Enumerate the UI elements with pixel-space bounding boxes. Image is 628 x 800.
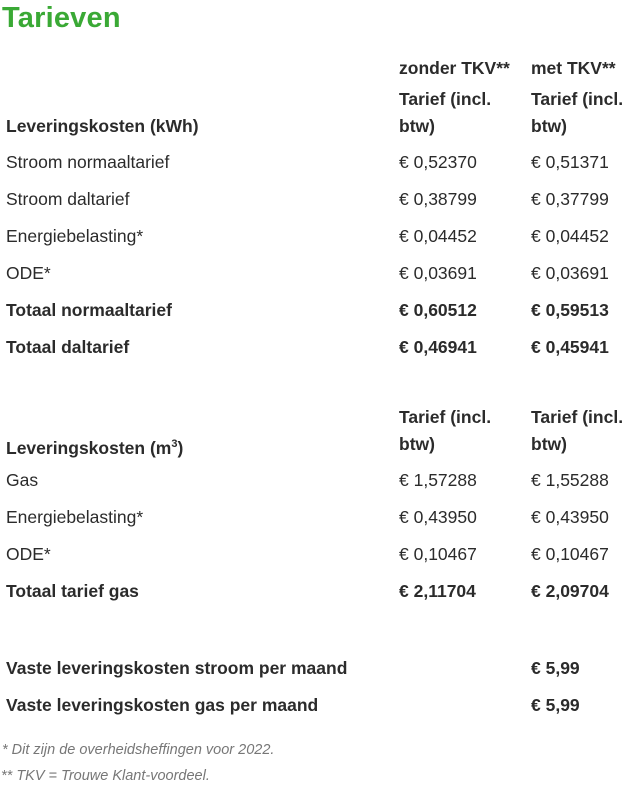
tariff-header-line2: btw): [531, 116, 567, 136]
row-value-met: € 0,04452: [531, 226, 609, 246]
section-label-gas-text: Leveringskosten (m: [6, 437, 172, 458]
row-value-zonder-total: € 0,46941: [399, 337, 477, 357]
row-value-met: € 0,03691: [531, 263, 609, 283]
row-value-met: € 0,10467: [531, 544, 609, 564]
row-value-zonder-total: € 2,11704: [399, 581, 476, 601]
tariff-header-line1: Tarief (incl.: [531, 407, 624, 427]
row-value-met: € 1,55288: [531, 470, 609, 490]
row-value-zonder: € 0,03691: [399, 263, 477, 283]
row-label-total: Totaal normaaltarief: [6, 300, 172, 320]
section-label-gas-close: ): [177, 437, 184, 458]
row-value-met-total: € 0,45941: [531, 337, 609, 357]
row-label: Stroom normaaltarief: [6, 152, 170, 172]
tariff-header-line1: Tarief (incl.: [399, 407, 492, 427]
tariff-header-line2: btw): [399, 434, 435, 454]
row-label: Energiebelasting*: [6, 226, 144, 246]
row-value-zonder-total: € 0,60512: [399, 300, 477, 320]
section-label-gas: [6, 431, 183, 462]
fixed-cost-label: Vaste leveringskosten stroom per maand: [6, 658, 348, 678]
footnote-tkv: ** TKV = Trouwe Klant-voordeel.: [1, 768, 210, 784]
row-value-met-total: € 0,59513: [531, 300, 609, 320]
row-value-zonder: € 0,38799: [399, 189, 477, 209]
section-label-electricity: Leveringskosten (kWh): [6, 116, 199, 136]
column-header-met-tkv: met TKV**: [531, 58, 616, 78]
row-value-met: € 0,51371: [531, 152, 609, 172]
tariff-header-line1: Tarief (incl.: [399, 89, 492, 109]
row-label: Stroom daltarief: [6, 189, 130, 209]
row-value-zonder: € 0,52370: [399, 152, 477, 172]
tariff-header-line2: btw): [531, 434, 567, 454]
row-value-zonder: € 0,43950: [399, 507, 477, 527]
row-label: Gas: [6, 470, 39, 490]
row-value-met: € 0,43950: [531, 507, 609, 527]
fixed-cost-label: Vaste leveringskosten gas per maand: [6, 695, 319, 715]
fixed-cost-value: € 5,99: [531, 658, 580, 678]
tariff-header-line2: btw): [399, 116, 435, 136]
row-label: ODE*: [6, 544, 51, 564]
row-label: ODE*: [6, 263, 51, 283]
row-label-total: Totaal tarief gas: [6, 581, 139, 601]
row-label-total: Totaal daltarief: [6, 337, 130, 357]
row-value-met: € 0,37799: [531, 189, 609, 209]
tariff-header-line1: Tarief (incl.: [531, 89, 624, 109]
row-value-met-total: € 2,09704: [531, 581, 609, 601]
footnote-government-levies: * Dit zijn de overheidsheffingen voor 2022.: [2, 742, 275, 758]
row-label: Energiebelasting*: [6, 507, 144, 527]
fixed-cost-value: € 5,99: [531, 695, 580, 715]
row-value-zonder: € 0,04452: [399, 226, 477, 246]
row-value-zonder: € 1,57288: [399, 470, 477, 490]
column-header-zonder-tkv: zonder TKV**: [399, 58, 510, 78]
section-label-gas-sup: 3: [171, 438, 178, 450]
row-value-zonder: € 0,10467: [399, 544, 477, 564]
page-title: Tarieven: [2, 2, 121, 34]
